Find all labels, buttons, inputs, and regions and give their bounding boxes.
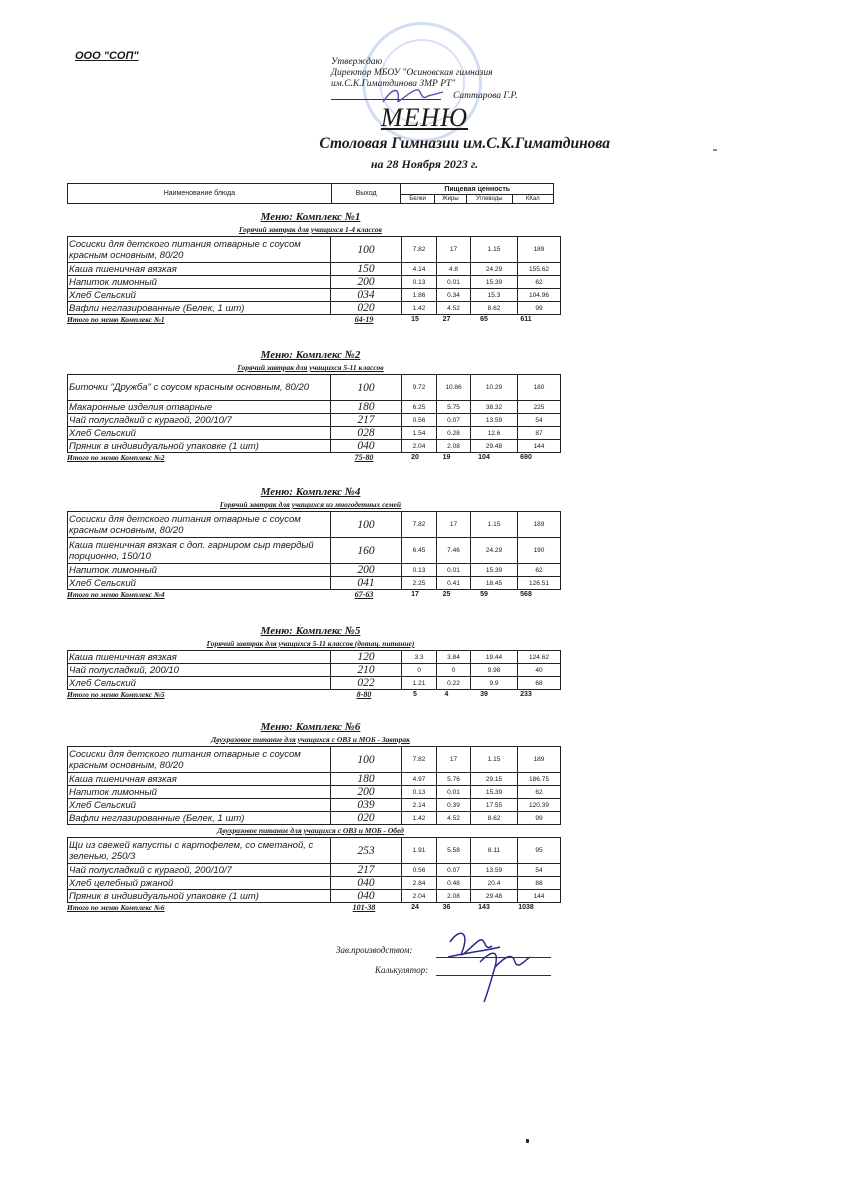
dish-name: Напиток лимонный [68,276,331,289]
fat-cell: 0.07 [437,864,471,877]
items-table [67,374,561,453]
protein-cell: 7.82 [402,512,437,538]
items-table [67,511,561,590]
dish-yield: 160 [331,538,402,564]
dish-name: Вафли неглазированные (Белек, 1 шт) [68,812,331,825]
section-subtitle: Горячий завтрак для учащихся 1-4 классов [239,225,382,234]
total-fat: 19 [442,454,451,461]
kcal-cell: 95 [518,838,561,864]
dish-yield: 200 [331,564,402,577]
protein-cell: 2.04 [402,890,437,903]
protein-cell: 1.42 [402,812,437,825]
col-kcal: ККал [512,195,553,204]
protein-cell: 6.25 [402,401,437,414]
section-total-row [67,690,554,700]
dish-name: Сосиски для детского питания отварные с соусом красным основным, 80/20 [68,747,331,773]
menu-date: на 28 Ноября 2023 г. [370,157,479,171]
kcal-cell: 189 [518,237,561,263]
fat-cell: 2.08 [437,890,471,903]
total-protein: 17 [411,591,419,598]
dish-yield: 100 [331,375,402,401]
page-title: МЕНЮ [380,103,469,132]
kcal-cell: 190 [518,538,561,564]
total-label: Итого по меню Комплекс №1 [67,315,165,324]
total-kcal: 568 [520,591,532,598]
protein-cell: 2.84 [402,877,437,890]
scan-speck [526,1139,529,1143]
table-row [68,237,561,263]
fat-cell: 0.01 [437,564,471,577]
dish-name: Каша пшеничная вязкая [68,263,331,276]
dish-name: Напиток лимонный [68,786,331,799]
protein-cell: 1.21 [402,677,437,690]
fat-cell: 17 [437,512,471,538]
table-row [68,375,561,401]
total-fat: 27 [442,316,451,323]
dish-name: Сосиски для детского питания отварные с соусом красным основным, 80/20 [68,237,331,263]
fat-cell: 5.58 [437,838,471,864]
total-kcal: 1038 [518,904,534,911]
total-protein: 15 [411,316,419,323]
table-row [68,799,561,812]
dish-yield: 040 [331,890,402,903]
protein-cell: 1.91 [402,838,437,864]
protein-cell: 2.25 [402,577,437,590]
fat-cell: 0.01 [437,276,471,289]
dish-name: Чай полусладкий с курагой, 200/10/7 [68,864,331,877]
section-subtitle: Горячий завтрак для учащихся 5-11 классов (дотац. питание) [206,639,415,648]
carbs-cell: 1.15 [471,237,518,263]
fat-cell: 0.34 [437,289,471,302]
fat-cell: 4.52 [437,812,471,825]
carbs-cell: 29.48 [471,890,518,903]
total-yield: 101-38 [352,903,376,912]
section-title: Меню: Комплекс №1 [260,211,361,223]
total-carbs: 65 [480,316,488,323]
carbs-cell: 29.15 [471,773,518,786]
dish-yield: 020 [331,812,402,825]
dish-yield: 020 [331,302,402,315]
carbs-cell: 1.15 [471,747,518,773]
protein-cell: 0.56 [402,864,437,877]
dish-name: Каша пшеничная вязкая [68,773,331,786]
kcal-cell: 54 [518,414,561,427]
section-title: Меню: Комплекс №2 [260,349,361,361]
total-fat: 25 [442,591,451,598]
dish-yield: 100 [331,237,402,263]
fat-cell: 0.07 [437,414,471,427]
table-row [68,677,561,690]
fat-cell: 10.86 [437,375,471,401]
protein-cell: 3.3 [402,651,437,664]
total-protein: 20 [411,454,419,461]
protein-cell: 0.13 [402,276,437,289]
table-row [68,864,561,877]
total-carbs: 39 [480,691,488,698]
dish-yield: 217 [331,864,402,877]
carbs-cell: 15.39 [471,564,518,577]
kcal-cell: 144 [518,440,561,453]
dish-yield: 120 [331,651,402,664]
kcal-cell: 144 [518,890,561,903]
fat-cell: 0.22 [437,677,471,690]
fat-cell: 17 [437,237,471,263]
total-kcal: 611 [520,316,532,323]
menu-section [67,720,554,913]
kcal-cell: 126.51 [518,577,561,590]
dish-yield: 180 [331,401,402,414]
dish-yield: 253 [331,838,402,864]
kcal-cell: 99 [518,302,561,315]
carbs-cell: 19.44 [471,651,518,664]
table-row [68,651,561,664]
section-title: Меню: Комплекс №6 [260,721,361,733]
approval-line: им.С.К.Гиматдинова ЗМР РТ" [331,79,456,89]
canteen-name: Столовая Гимназии им.С.К.Гиматдинова [319,135,610,152]
carbs-cell: 24.29 [471,263,518,276]
kcal-cell: 87 [518,427,561,440]
table-row [68,289,561,302]
section-title: Меню: Комплекс №5 [260,625,361,637]
carbs-cell: 18.45 [471,577,518,590]
total-carbs: 59 [480,591,488,598]
section-total-row [67,590,554,600]
carbs-cell: 1.15 [471,512,518,538]
total-kcal: 690 [520,454,532,461]
dish-yield: 217 [331,414,402,427]
fat-cell: 17 [437,747,471,773]
dish-name: Макаронные изделия отварные [68,401,331,414]
total-protein: 5 [413,691,417,698]
fat-cell: 2.08 [437,440,471,453]
total-yield: 8-80 [356,690,372,699]
table-row [68,564,561,577]
table-row [68,512,561,538]
total-protein: 24 [411,904,419,911]
total-kcal: 233 [520,691,532,698]
section-total-row [67,453,554,463]
col-fat: Жиры [434,195,466,204]
table-row [68,786,561,799]
kcal-cell: 68 [518,677,561,690]
carbs-cell: 13.59 [471,864,518,877]
protein-cell: 2.14 [402,799,437,812]
calculator-label: Калькулятор: [375,965,429,975]
fat-cell: 0.01 [437,786,471,799]
section-subtitle: Горячий завтрак для учащихся 5-11 классов [237,363,384,372]
dish-name: Хлеб Сельский [68,289,331,302]
kcal-cell: 155.62 [518,263,561,276]
dish-yield: 150 [331,263,402,276]
table-row [68,414,561,427]
total-carbs: 143 [478,904,490,911]
dish-name: Хлеб целебный ржаной [68,877,331,890]
protein-cell: 7.82 [402,747,437,773]
table-row [68,812,561,825]
dish-yield: 100 [331,747,402,773]
column-header-table [67,183,554,204]
dish-name: Хлеб Сельский [68,799,331,812]
col-name: Наименование блюда [68,184,332,204]
carbs-cell: 8.62 [471,302,518,315]
total-carbs: 104 [478,454,490,461]
handwritten-signatures [440,922,540,1012]
approval-line: Утверждаю [331,57,383,67]
section-subtitle: Горячий завтрак для учащихся из многодетных семей [219,500,402,509]
kcal-cell: 104.96 [518,289,561,302]
dish-yield: 039 [331,799,402,812]
dish-yield: 040 [331,440,402,453]
fat-cell: 0.39 [437,799,471,812]
table-row [68,877,561,890]
fat-cell: 0 [437,664,471,677]
dish-yield: 210 [331,664,402,677]
dish-name: Чай полусладкий с курагой, 200/10/7 [68,414,331,427]
fat-cell: 0.28 [437,427,471,440]
protein-cell: 4.97 [402,773,437,786]
items-table [67,236,561,315]
kcal-cell: 88 [518,877,561,890]
table-row [68,427,561,440]
table-row [68,538,561,564]
carbs-cell: 15.3 [471,289,518,302]
fat-cell: 5.76 [437,773,471,786]
dish-name: Хлеб Сельский [68,677,331,690]
protein-cell: 0.13 [402,564,437,577]
carbs-cell: 15.39 [471,276,518,289]
carbs-cell: 9.98 [471,664,518,677]
table-row [68,263,561,276]
items-table [67,746,561,825]
protein-cell: 1.86 [402,289,437,302]
dish-yield: 200 [331,276,402,289]
dish-yield: 028 [331,427,402,440]
dish-yield: 041 [331,577,402,590]
carbs-cell: 10.29 [471,375,518,401]
carbs-cell: 38.32 [471,401,518,414]
carbs-cell: 29.48 [471,440,518,453]
protein-cell: 0 [402,664,437,677]
table-row [68,747,561,773]
dish-name: Чай полусладкий, 200/10 [68,664,331,677]
table-row [68,440,561,453]
kcal-cell: 225 [518,401,561,414]
fat-cell: 5.75 [437,401,471,414]
table-row [68,890,561,903]
fat-cell: 0.48 [437,877,471,890]
col-nutrition: Пищевая ценность [401,184,554,195]
kcal-cell: 62 [518,786,561,799]
organization-name: ООО "СОП" [75,50,139,62]
dish-name: Сосиски для детского питания отварные с соусом красным основным, 80/20 [68,512,331,538]
kcal-cell: 180 [518,375,561,401]
total-fat: 4 [444,691,449,698]
menu-section [67,624,554,700]
kcal-cell: 120.39 [518,799,561,812]
section-subtitle: Двухразовое питание для учащихся с ОВЗ и МОБ - Обед [217,826,404,835]
kcal-cell: 62 [518,564,561,577]
table-row [68,302,561,315]
section-subtitle: Двухразовое питание для учащихся с ОВЗ и МОБ - Завтрак [211,735,410,744]
menu-section [67,210,554,325]
approver-name: Саттарова Г.Р. [453,91,518,101]
kcal-cell: 40 [518,664,561,677]
carbs-cell: 12.6 [471,427,518,440]
total-yield: 75-80 [354,453,374,462]
dish-yield: 100 [331,512,402,538]
kcal-cell: 124.62 [518,651,561,664]
dish-yield: 040 [331,877,402,890]
dish-name: Вафли неглазированные (Белек, 1 шт) [68,302,331,315]
protein-cell: 4.14 [402,263,437,276]
fat-cell: 4.8 [437,263,471,276]
protein-cell: 0.13 [402,786,437,799]
total-yield: 64-19 [354,315,374,324]
protein-cell: 1.42 [402,302,437,315]
total-yield: 67-63 [354,590,374,599]
items-table [67,650,561,690]
dish-name: Пряник в индивидуальной упаковке (1 шт) [68,890,331,903]
section-total-row [67,903,554,913]
kcal-cell: 54 [518,864,561,877]
carbs-cell: 8.62 [471,812,518,825]
table-row [68,838,561,864]
fat-cell: 4.52 [437,302,471,315]
table-row [68,276,561,289]
dish-name: Каша пшеничная вязкая [68,651,331,664]
total-fat: 36 [442,904,451,911]
section-title: Меню: Комплекс №4 [260,486,361,498]
kcal-cell: 62 [518,276,561,289]
menu-section [67,485,554,600]
protein-cell: 6.45 [402,538,437,564]
dish-yield: 022 [331,677,402,690]
kcal-cell: 99 [518,812,561,825]
dish-yield: 180 [331,773,402,786]
dish-name: Напиток лимонный [68,564,331,577]
carbs-cell: 24.29 [471,538,518,564]
kcal-cell: 189 [518,512,561,538]
production-manager-label: Зав.производством: [336,945,413,955]
dish-name: Пряник в индивидуальной упаковке (1 шт) [68,440,331,453]
fat-cell: 3.84 [437,651,471,664]
table-row [68,664,561,677]
fat-cell: 7.46 [437,538,471,564]
fat-cell: 0.41 [437,577,471,590]
total-label: Итого по меню Комплекс №5 [67,690,165,699]
dish-name: Хлеб Сельский [68,577,331,590]
col-protein: Белки [401,195,434,204]
carbs-cell: 13.59 [471,414,518,427]
kcal-cell: 186.75 [518,773,561,786]
protein-cell: 0.56 [402,414,437,427]
total-label: Итого по меню Комплекс №4 [67,590,165,599]
protein-cell: 7.82 [402,237,437,263]
kcal-cell: 189 [518,747,561,773]
dish-name: Хлеб Сельский [68,427,331,440]
total-label: Итого по меню Комплекс №6 [67,903,165,912]
scan-mark [713,149,717,151]
table-row [68,577,561,590]
dish-name: Биточки "Дружба" с соусом красным основным, 80/20 [68,375,331,401]
table-row [68,401,561,414]
approval-line: Директор МБОУ "Осиновская гимназия [331,68,493,78]
carbs-cell: 15.39 [471,786,518,799]
total-label: Итого по меню Комплекс №2 [67,453,165,462]
items-table [67,837,561,903]
protein-cell: 2.04 [402,440,437,453]
carbs-cell: 20.4 [471,877,518,890]
protein-cell: 1.54 [402,427,437,440]
carbs-cell: 17.55 [471,799,518,812]
dish-yield: 200 [331,786,402,799]
col-yield: Выход [331,184,401,204]
menu-section [67,348,554,463]
col-carbs: Углеводы [467,195,512,204]
carbs-cell: 8.11 [471,838,518,864]
section-total-row [67,315,554,325]
dish-name: Каша пшеничная вязкая с доп. гарниром сыр твердый порционно, 150/10 [68,538,331,564]
dish-name: Щи из свежей капусты с картофелем, со сметаной, с зеленью, 250/3 [68,838,331,864]
dish-yield: 034 [331,289,402,302]
table-row [68,773,561,786]
carbs-cell: 9.9 [471,677,518,690]
protein-cell: 9.72 [402,375,437,401]
